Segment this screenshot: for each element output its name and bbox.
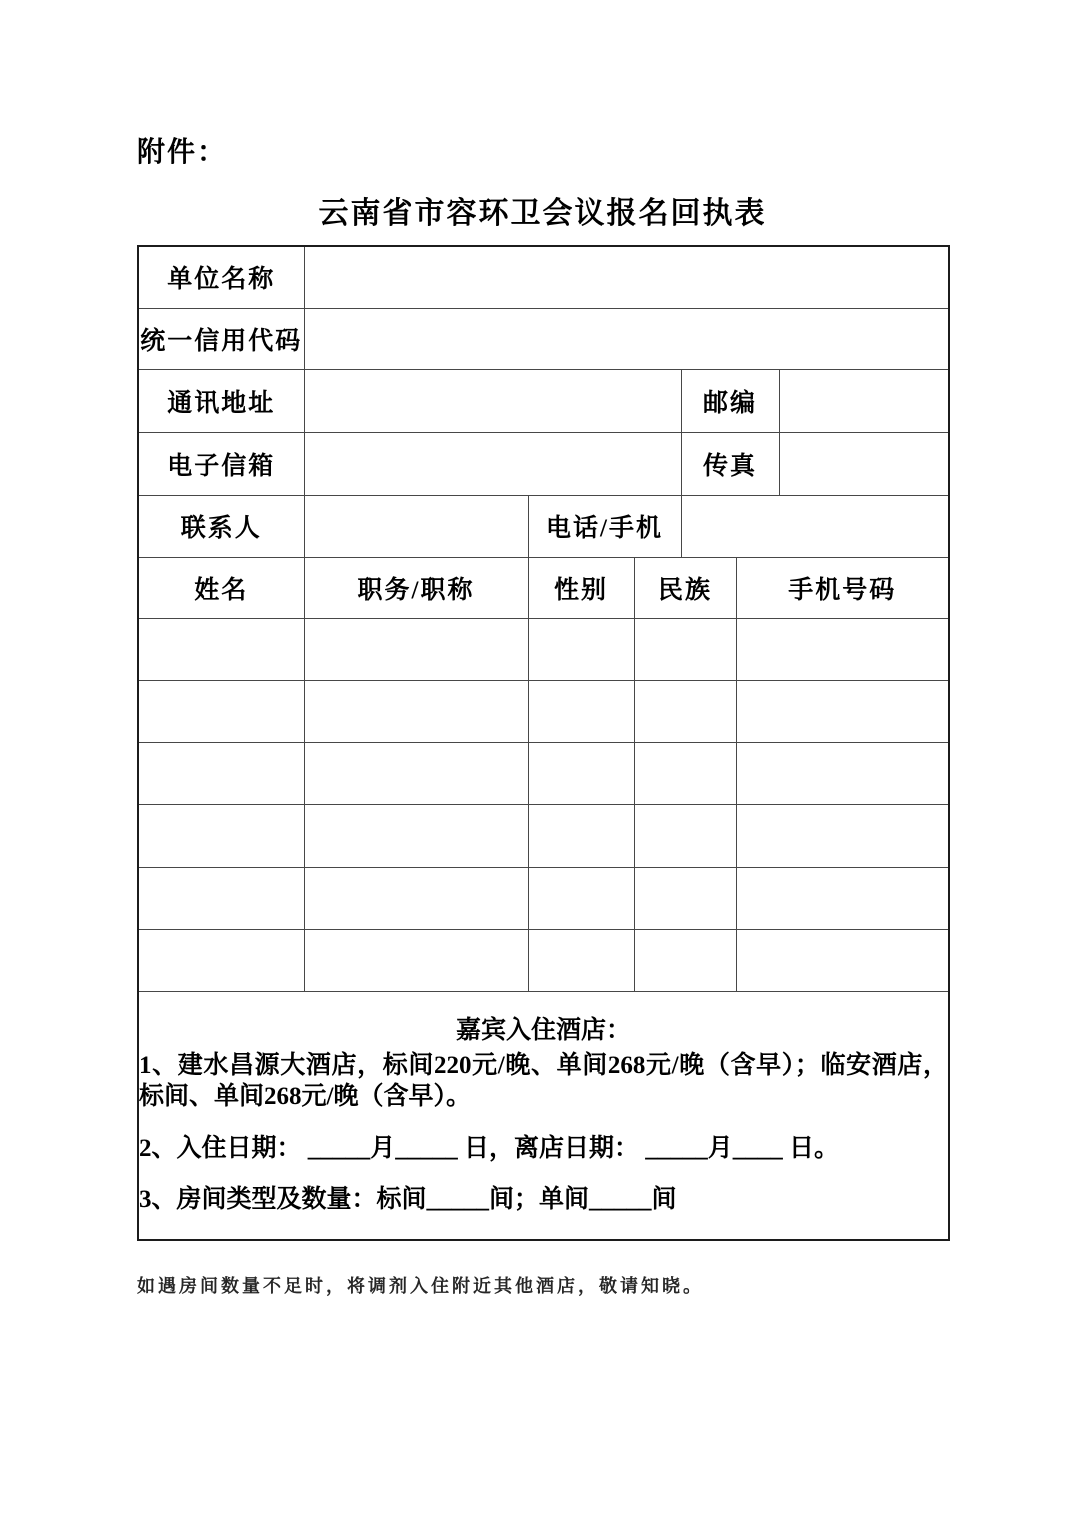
attendee-header-ethnicity: 民族 [634, 557, 736, 618]
attendee-header-position: 职务/职称 [304, 557, 528, 618]
email-label: 电子信箱 [138, 432, 304, 495]
attendee-row [138, 929, 949, 991]
attendee-gender-cell[interactable] [528, 804, 634, 867]
attendee-gender-cell[interactable] [528, 929, 634, 991]
attendee-name-cell[interactable] [138, 804, 304, 867]
attendee-gender-cell[interactable] [528, 867, 634, 929]
postcode-field[interactable] [779, 369, 949, 432]
registration-form-table [137, 245, 950, 1241]
attendee-row [138, 742, 949, 804]
email-row [138, 432, 949, 495]
attendee-ethnicity-cell[interactable] [634, 804, 736, 867]
contact-label: 联系人 [138, 495, 304, 557]
attendee-name-cell[interactable] [138, 618, 304, 680]
attendee-row [138, 618, 949, 680]
phone-label: 电话/手机 [528, 495, 681, 557]
attendee-row [138, 680, 949, 742]
attendee-gender-cell[interactable] [528, 618, 634, 680]
attendee-position-cell[interactable] [304, 929, 528, 991]
attendee-ethnicity-cell[interactable] [634, 742, 736, 804]
attendee-gender-cell[interactable] [528, 742, 634, 804]
attendee-name-cell[interactable] [138, 742, 304, 804]
hotel-info-cell [138, 991, 949, 1240]
hotel-item-1: 1、建水昌源大酒店，标间220元/晚、单间268元/晚（含早）；临安酒店，标间、单间268元/晚（含早）。 [139, 1052, 948, 1111]
hotel-info-row [138, 991, 949, 1240]
attendee-position-cell[interactable] [304, 804, 528, 867]
attendee-header-gender: 性别 [528, 557, 634, 618]
hotel-section-heading: 嘉宾入住酒店： [455, 1017, 631, 1045]
attendee-mobile-cell[interactable] [736, 618, 949, 680]
attendee-header-name: 姓名 [138, 557, 304, 618]
attendee-mobile-cell[interactable] [736, 680, 949, 742]
attendee-name-cell[interactable] [138, 867, 304, 929]
attendee-mobile-cell[interactable] [736, 929, 949, 991]
attendee-name-cell[interactable] [138, 680, 304, 742]
unit-name-label: 单位名称 [138, 246, 304, 308]
attendee-row [138, 804, 949, 867]
attendee-ethnicity-cell[interactable] [634, 680, 736, 742]
attendee-position-cell[interactable] [304, 742, 528, 804]
unit-name-field[interactable] [304, 246, 949, 308]
postcode-label: 邮编 [681, 369, 779, 432]
attendee-ethnicity-cell[interactable] [634, 929, 736, 991]
attendee-mobile-cell[interactable] [736, 804, 949, 867]
fax-field[interactable] [779, 432, 949, 495]
address-field[interactable] [304, 369, 681, 432]
attendee-name-cell[interactable] [138, 929, 304, 991]
page-title: 云南省市容环卫会议报名回执表 [318, 197, 767, 230]
hotel-item-3: 3、房间类型及数量：标间_____间；单间_____间 [139, 1186, 677, 1214]
attendee-position-cell[interactable] [304, 680, 528, 742]
fax-label: 传真 [681, 432, 779, 495]
credit-code-field[interactable] [304, 308, 949, 369]
hotel-item-2: 2、入住日期： _____月_____ 日，离店日期： _____月____ 日。 [139, 1135, 840, 1163]
attendee-ethnicity-cell[interactable] [634, 618, 736, 680]
address-row [138, 369, 949, 432]
email-field[interactable] [304, 432, 681, 495]
attendee-gender-cell[interactable] [528, 680, 634, 742]
address-label: 通讯地址 [138, 369, 304, 432]
phone-field[interactable] [681, 495, 949, 557]
attendee-mobile-cell[interactable] [736, 867, 949, 929]
attendee-position-cell[interactable] [304, 618, 528, 680]
credit-code-row [138, 308, 949, 369]
attendee-ethnicity-cell[interactable] [634, 867, 736, 929]
attachment-label: 附件： [137, 137, 228, 168]
attendee-position-cell[interactable] [304, 867, 528, 929]
contact-field[interactable] [304, 495, 528, 557]
attendee-row [138, 867, 949, 929]
footnote: 如遇房间数量不足时，将调剂入住附近其他酒店，敬请知晓。 [137, 1276, 704, 1296]
credit-code-label: 统一信用代码 [138, 308, 304, 369]
unit-name-row [138, 246, 949, 308]
contact-row [138, 495, 949, 557]
attendee-header-row [138, 557, 949, 618]
attendee-header-mobile: 手机号码 [736, 557, 949, 618]
attendee-mobile-cell[interactable] [736, 742, 949, 804]
